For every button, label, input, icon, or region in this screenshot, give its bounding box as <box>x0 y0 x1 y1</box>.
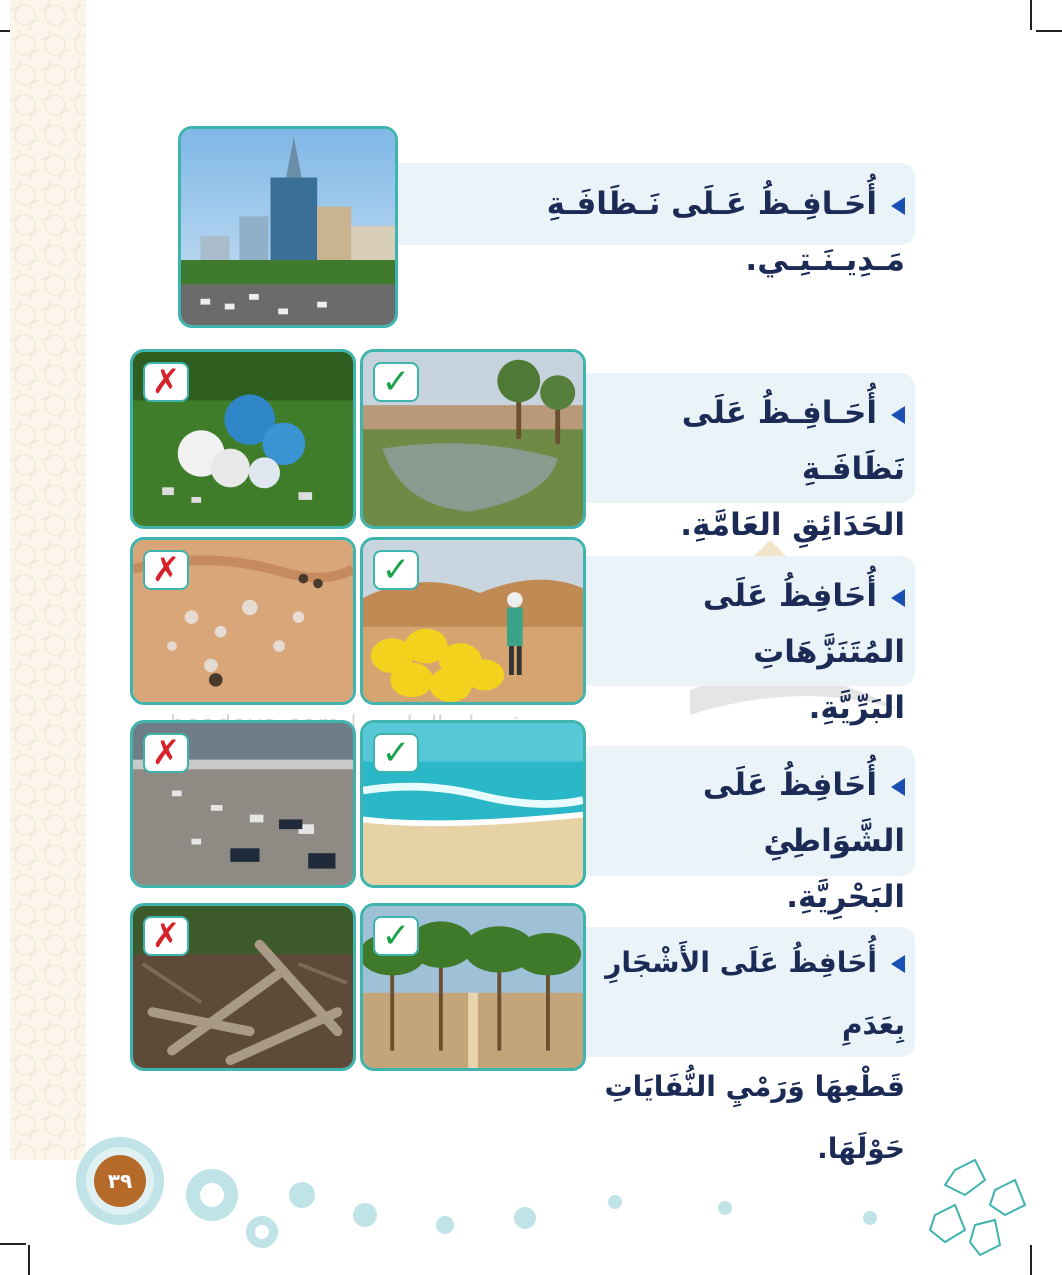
bullet-icon <box>891 589 905 607</box>
correct-check-icon: ✓ <box>373 362 419 402</box>
photo-littered-park <box>130 349 356 529</box>
photo-clean-park <box>360 349 586 529</box>
correct-check-icon: ✓ <box>373 916 419 956</box>
correct-check-icon: ✓ <box>373 550 419 590</box>
decorative-rosettes <box>180 1160 900 1250</box>
photo-palm-grove <box>360 903 586 1071</box>
wrong-x-icon: ✗ <box>143 362 189 402</box>
photo-clean-beach <box>360 720 586 888</box>
correct-check-icon: ✓ <box>373 733 419 773</box>
row-3-text: أُحَافِظُ عَلَى المُتَنَزَّهَاتِ البَرِّيَّةِ. <box>702 578 905 726</box>
wrong-x-icon: ✗ <box>143 550 189 590</box>
row-4-text: أُحَافِظُ عَلَى الشَّوَاطِئِ البَحْرِيَّةِ. <box>702 767 905 915</box>
watermark-text: | <box>349 712 360 737</box>
bullet-icon <box>891 955 905 973</box>
decorative-side-band <box>10 0 86 1160</box>
photo-littered-beach <box>130 720 356 888</box>
row-2-text: أُحَـافِـظُ عَلَى نَظَافَـةِ الحَدَائِقِ العَامَّةِ. <box>680 395 905 543</box>
bullet-icon <box>891 406 905 424</box>
row-1-text: أُحَـافِـظُ عَـلَى نَـظَافَـةِ مَـدِيـنَـتِـي. <box>546 186 905 278</box>
wrong-x-icon: ✗ <box>143 916 189 956</box>
bullet-icon <box>891 778 905 796</box>
bullet-icon <box>891 197 905 215</box>
page-number: ٣٩ <box>94 1155 146 1207</box>
photo-desert-cleanup <box>360 537 586 705</box>
row-5-text: أُحَافِظُ عَلَى الأَشْجَارِ بِعَدَمِ قَطْعِهَا وَرَمْيِ النُّفَايَاتِ حَوْلَهَا. <box>604 946 905 1165</box>
photo-city-skyline <box>178 126 398 328</box>
photo-littered-desert <box>130 537 356 705</box>
photo-cut-trees <box>130 903 356 1071</box>
corner-geometric-ornament <box>925 1150 1035 1260</box>
wrong-x-icon: ✗ <box>143 733 189 773</box>
